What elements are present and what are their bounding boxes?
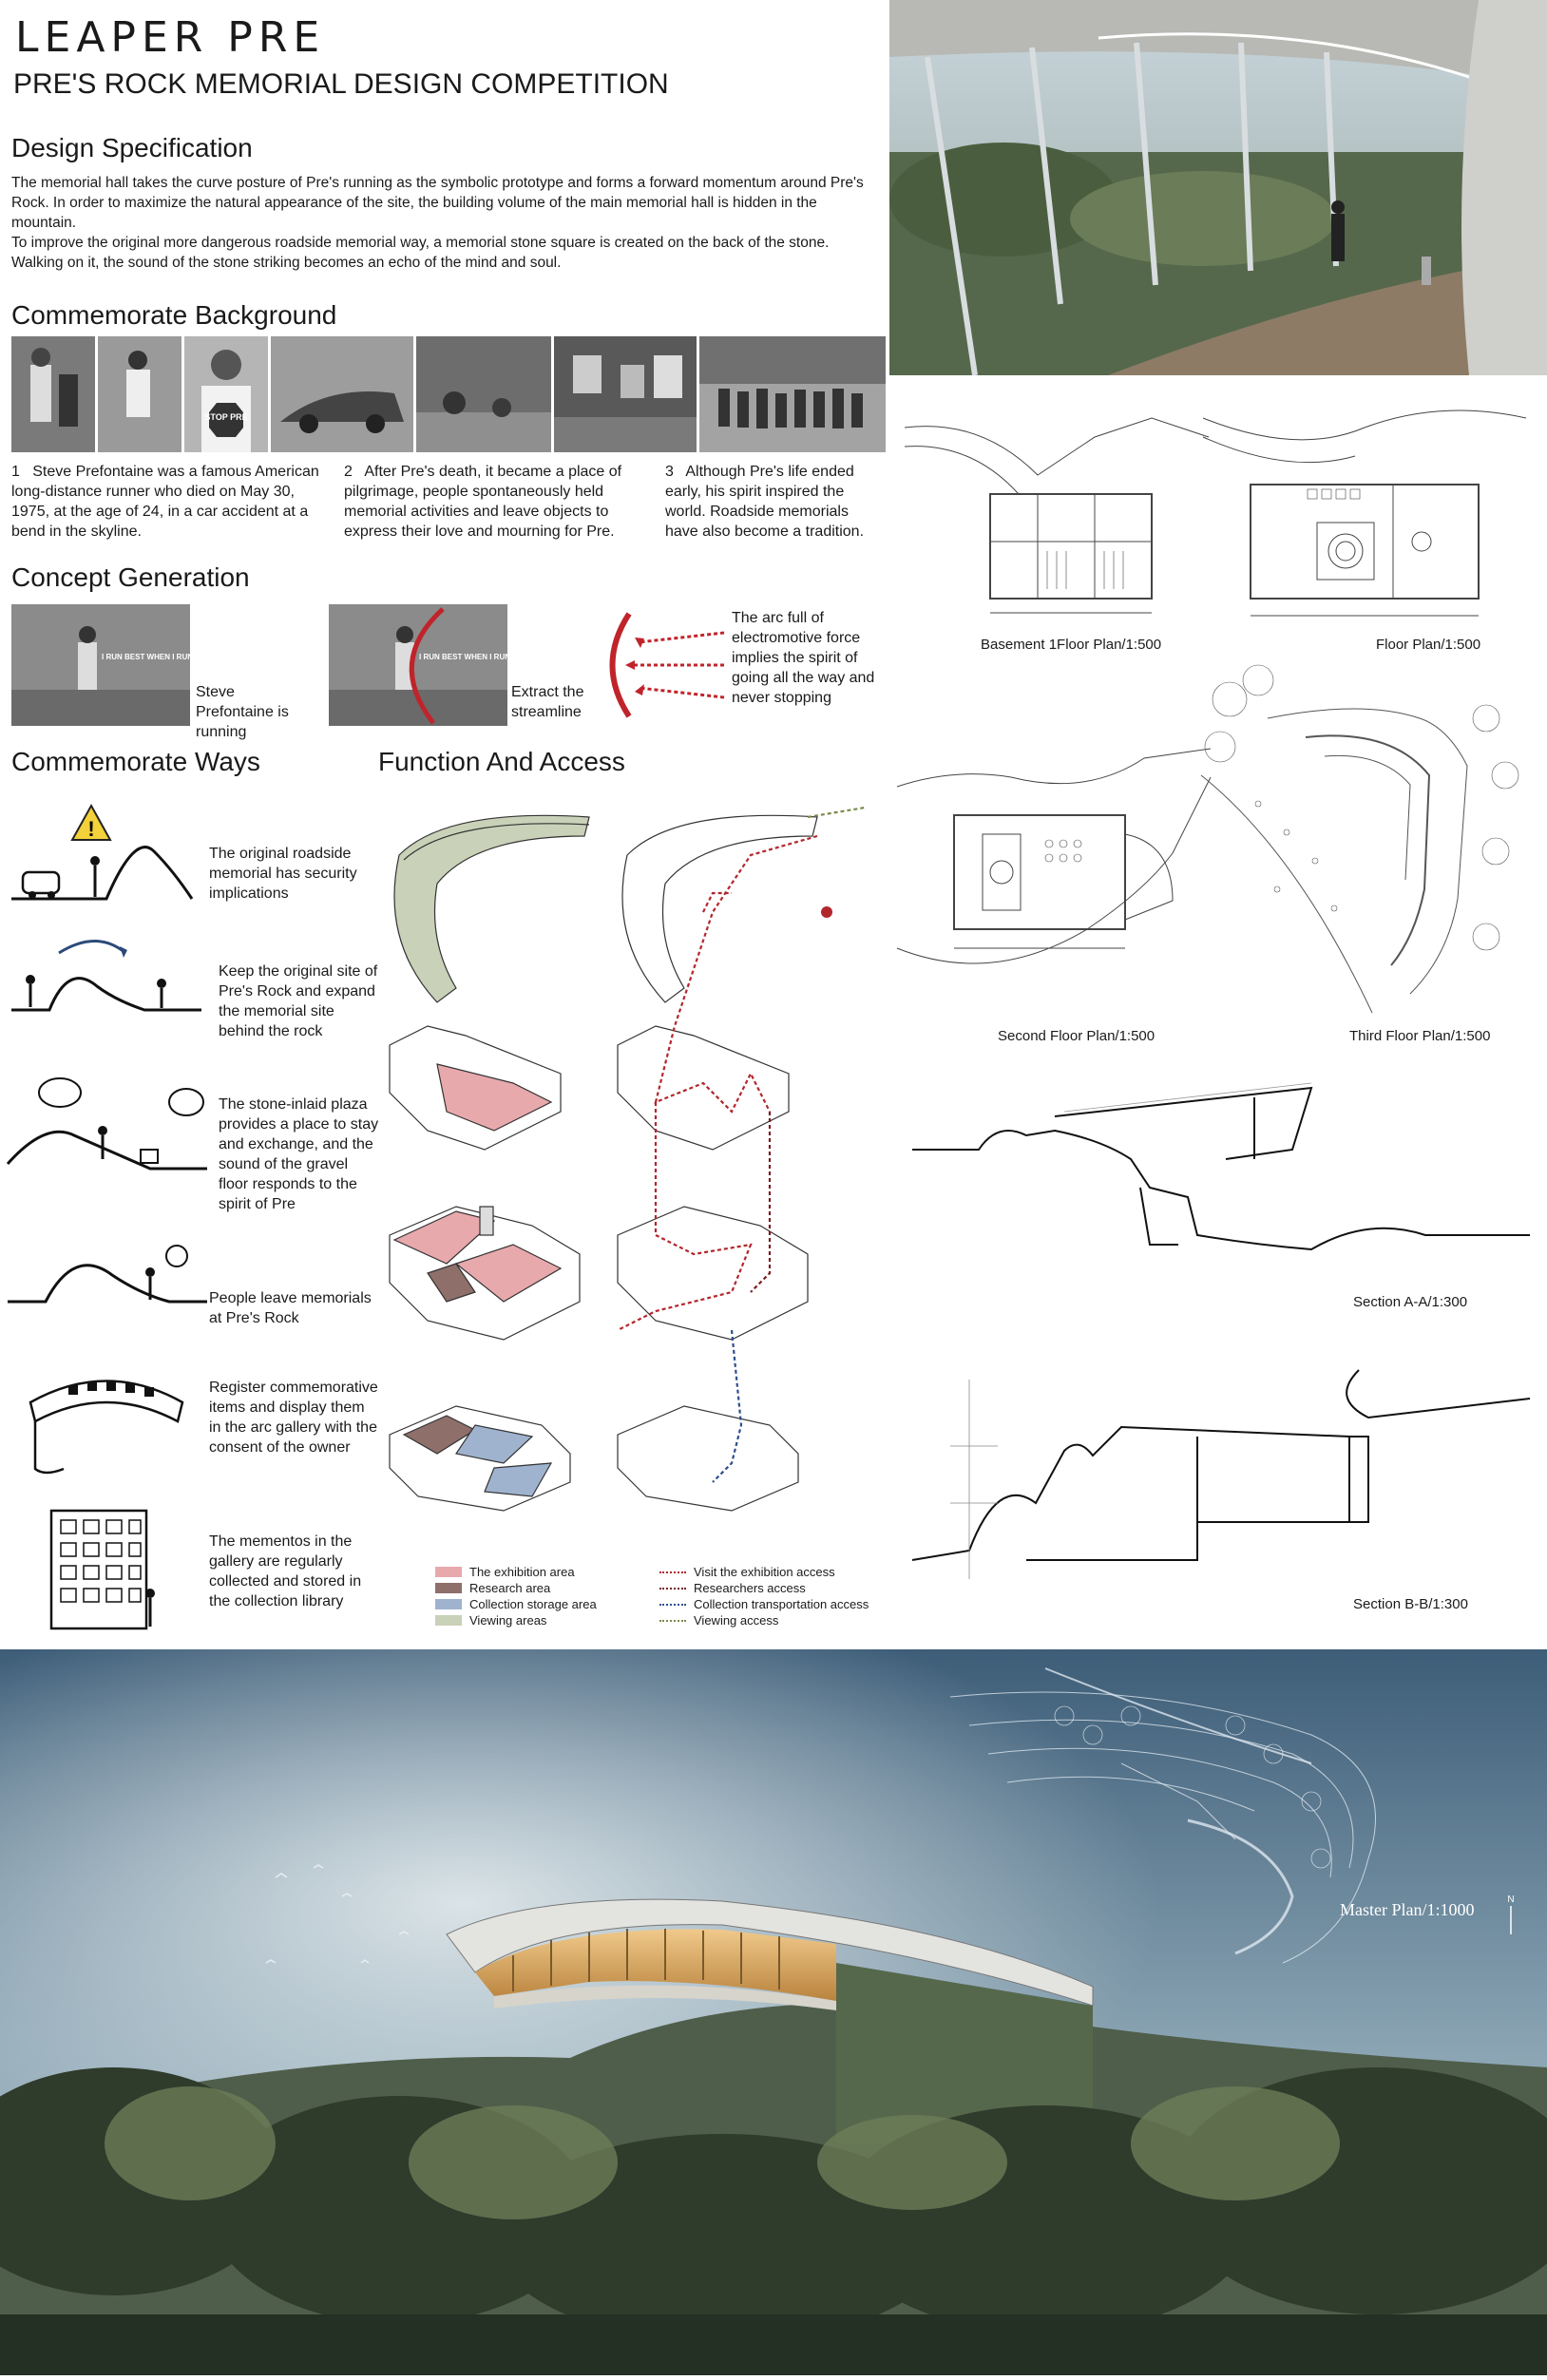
legend-swatch (435, 1615, 462, 1626)
page-subtitle: PRE'S ROCK MEMORIAL DESIGN COMPETITION (13, 68, 669, 100)
design-spec-p1: The memorial hall takes the curve posture of Pre's running as the symbolic prototype and forms a forward momentum around Pre's Rock. In order to maximize the natural appearance of the site, the building volume of the main memorial hall is hidden in the mountain. (11, 175, 864, 231)
concept-step1: Steve Prefontaine is running (196, 684, 289, 740)
floor3-plan-label: Third Floor Plan/1:500 (1349, 1028, 1491, 1044)
basement-plan-label: Basement 1Floor Plan/1:500 (981, 637, 1162, 653)
ways-heading: Commemorate Ways (11, 747, 260, 776)
legend-research: Research area (435, 1580, 644, 1596)
background-photo-strip (11, 336, 880, 452)
concept-heading: Concept Generation (11, 562, 250, 592)
photo-crash (271, 336, 413, 452)
photo-runner-2 (98, 336, 181, 452)
legend-arrow (659, 1588, 686, 1590)
legend-areas (435, 1564, 644, 1628)
ways-sketch-5 (21, 1364, 192, 1478)
photo-group-run (699, 336, 886, 452)
page-title: LEAPER PRE (15, 13, 326, 62)
legend-visit-access: Visit the exhibition access (659, 1564, 888, 1580)
background-item-2: 2 After Pre's death, it became a place of pilgrimage, people spontaneously held memorial activities and leave objects to express their love and mourning for Pre. (344, 464, 622, 540)
legend-researcher-access: Researchers access (659, 1580, 888, 1596)
legend-swatch (435, 1583, 462, 1593)
function-axonometric-diagram (371, 798, 884, 1530)
ways-item-1: The original roadside memorial has security implications (209, 846, 357, 902)
ways-item-6: The mementos in the gallery are regularly collected and stored in the collection library (209, 1533, 362, 1609)
ways-item-2: Keep the original site of Pre's Rock and expand the memorial site behind the rock (219, 963, 378, 1039)
ways-item-3: The stone-inlaid plaza provides a place to stay and exchange, and the sound of the gravel floor responds to the spirit of Pre (219, 1096, 379, 1212)
legend-access (659, 1564, 888, 1628)
design-spec-p2: To improve the original more dangerous roadside memorial way, a memorial stone square is created on the back of the stone. Walking on it, the sound of the stone striking becomes an echo of the mind and soul. (11, 235, 830, 271)
design-spec-text (11, 173, 881, 273)
stop-pre-shirt-text: STOP PRE (204, 412, 248, 422)
legend-swatch (435, 1567, 462, 1577)
floor1-plan-label: Floor Plan/1:500 (1376, 637, 1481, 653)
background-item-3: 3 Although Pre's life ended early, his spirit inspired the world. Roadside memorials have also become a tradition. (665, 464, 865, 540)
function-heading: Function And Access (378, 747, 625, 776)
floor2-plan-label: Second Floor Plan/1:500 (998, 1028, 1155, 1044)
ways-sketch-4 (8, 1237, 207, 1313)
legend-arrow (659, 1571, 686, 1573)
ways-item-5: Register commemorative items and display them in the arc gallery with the consent of the owner (209, 1380, 378, 1456)
ways-sketch-3 (8, 1074, 207, 1178)
concept-step3: The arc full of electromotive force implies the spirit of going all the way and never stopping (732, 610, 875, 706)
legend-viewing: Viewing areas (435, 1612, 644, 1628)
ways-sketch-1 (11, 794, 201, 918)
floor2-plan (897, 739, 1211, 1024)
legend-exhibition: The exhibition area (435, 1564, 644, 1580)
svg-text:!: ! (87, 817, 95, 841)
legend-arrow (659, 1620, 686, 1622)
legend-swatch (435, 1599, 462, 1609)
ways-sketch-6 (44, 1503, 167, 1636)
photo-pilgrimage (416, 336, 551, 452)
section-b-label: Section B-B/1:300 (1353, 1596, 1468, 1612)
north-arrow-label: N (1507, 1894, 1515, 1905)
photo-runner-1 (11, 336, 95, 452)
background-item-1: 1 Steve Prefontaine was a famous American long-distance runner who died on May 30, 1975, at the age of 24, in a car accident at a bend in the skyline. (11, 464, 319, 540)
legend-collection-access: Collection transportation access (659, 1596, 888, 1612)
concept-step2: Extract the streamline (511, 684, 584, 720)
section-a-label: Section A-A/1:300 (1353, 1294, 1468, 1310)
concept-image-streamline (329, 604, 535, 726)
legend-arrow (659, 1604, 686, 1606)
legend-viewing-access: Viewing access (659, 1612, 888, 1628)
svg-text:I RUN BEST WHEN I RUN FREE.: I RUN BEST WHEN I RUN FREE. (419, 653, 535, 661)
exterior-render (0, 1649, 1547, 2375)
section-a (912, 1055, 1530, 1273)
section-b (912, 1361, 1530, 1598)
floor3-plan (1201, 661, 1534, 1022)
background-heading: Commemorate Background (11, 300, 337, 330)
photo-memorial-objects (554, 336, 697, 452)
floor1-plan (1203, 399, 1526, 627)
concept-arc-diagram (601, 604, 734, 726)
ways-item-4: People leave memorials at Pre's Rock (209, 1290, 372, 1326)
svg-text:I RUN BEST WHEN I RUN FREE.: I RUN BEST WHEN I RUN FREE. (102, 653, 218, 661)
ways-sketch-2 (11, 929, 201, 1024)
concept-image-running (11, 604, 218, 726)
legend-storage: Collection storage area (435, 1596, 644, 1612)
master-plan-label: Master Plan/1:1000 (1340, 1900, 1475, 1919)
photo-stop-pre (184, 336, 268, 452)
interior-render (889, 0, 1547, 375)
basement-plan (905, 399, 1209, 627)
design-spec-heading: Design Specification (11, 133, 253, 162)
